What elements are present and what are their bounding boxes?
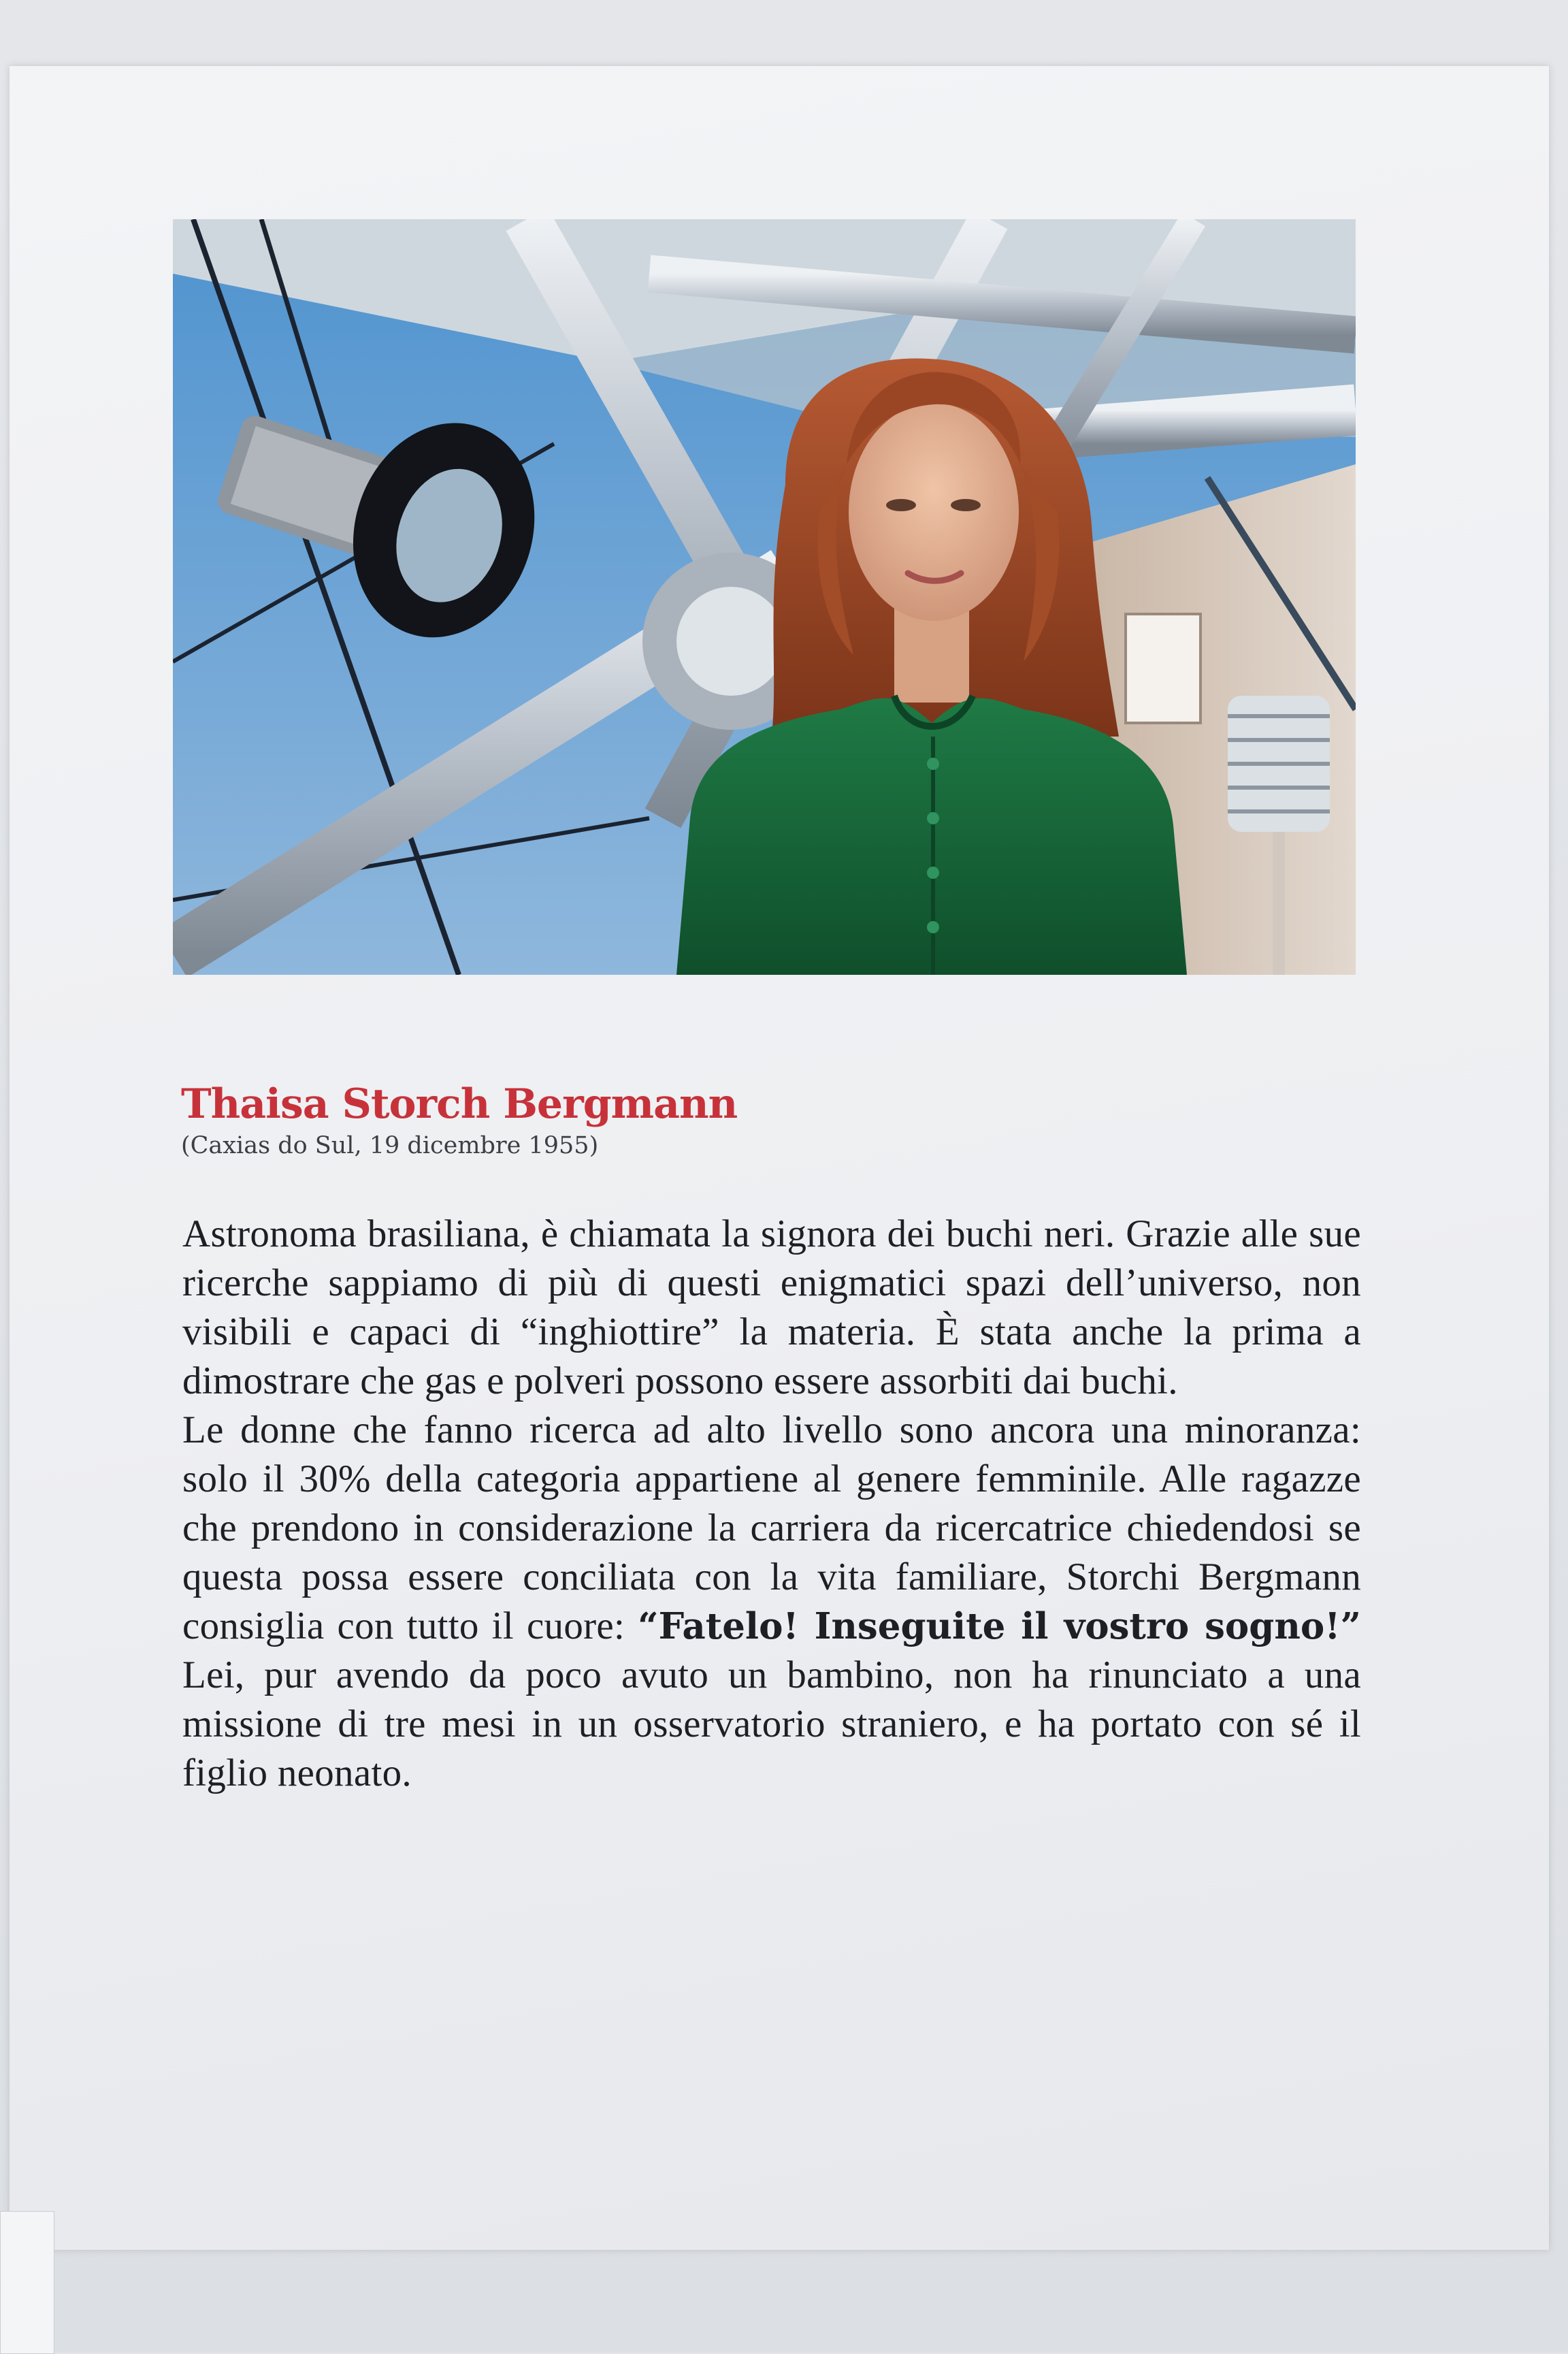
adjacent-card-edge [0, 2211, 54, 2354]
biography-paragraph-2-intro: Le donne che fanno ricerca ad alto livello sono ancora una minoranza: solo il 30% della categoria appartiene al genere femminile. Alle ragazze che prendono in considerazione la carriera da ricercatrice chiedendosi se questa possa essere conciliata con la vita familiare, Storchi Bergmann consiglia con tutto il cuore: [182, 1408, 1361, 1647]
biography-paragraph-1: Astronoma brasiliana, è chiamata la signora dei buchi neri. Grazie alle sue ricerche sappiamo di più di questi enigmatici spazi dell’universo, non visibili e capaci di “inghiottire” la materia. È stata anche la prima a dimostrare che gas e polveri possono essere assorbiti dai buchi. [182, 1212, 1361, 1402]
birth-info: (Caxias do Sul, 19 dicembre 1955) [181, 1132, 599, 1159]
portrait-photo [173, 219, 1356, 975]
person-name: Thaisa Storch Bergmann [181, 1080, 738, 1128]
biography-paragraph-2-outro: Lei, pur avendo da poco avuto un bambino, non ha rinunciato a una missione di tre mesi in un osservatorio straniero, e ha portato con sé il figlio neonato. [182, 1654, 1361, 1794]
telescope-portrait-illustration [173, 219, 1356, 975]
biography-paragraph-2 [182, 1406, 1361, 1798]
highlighted-quote: “Fatelo! Inseguite il vostro sogno!” [638, 1605, 1361, 1647]
biography-text [182, 1210, 1361, 1798]
